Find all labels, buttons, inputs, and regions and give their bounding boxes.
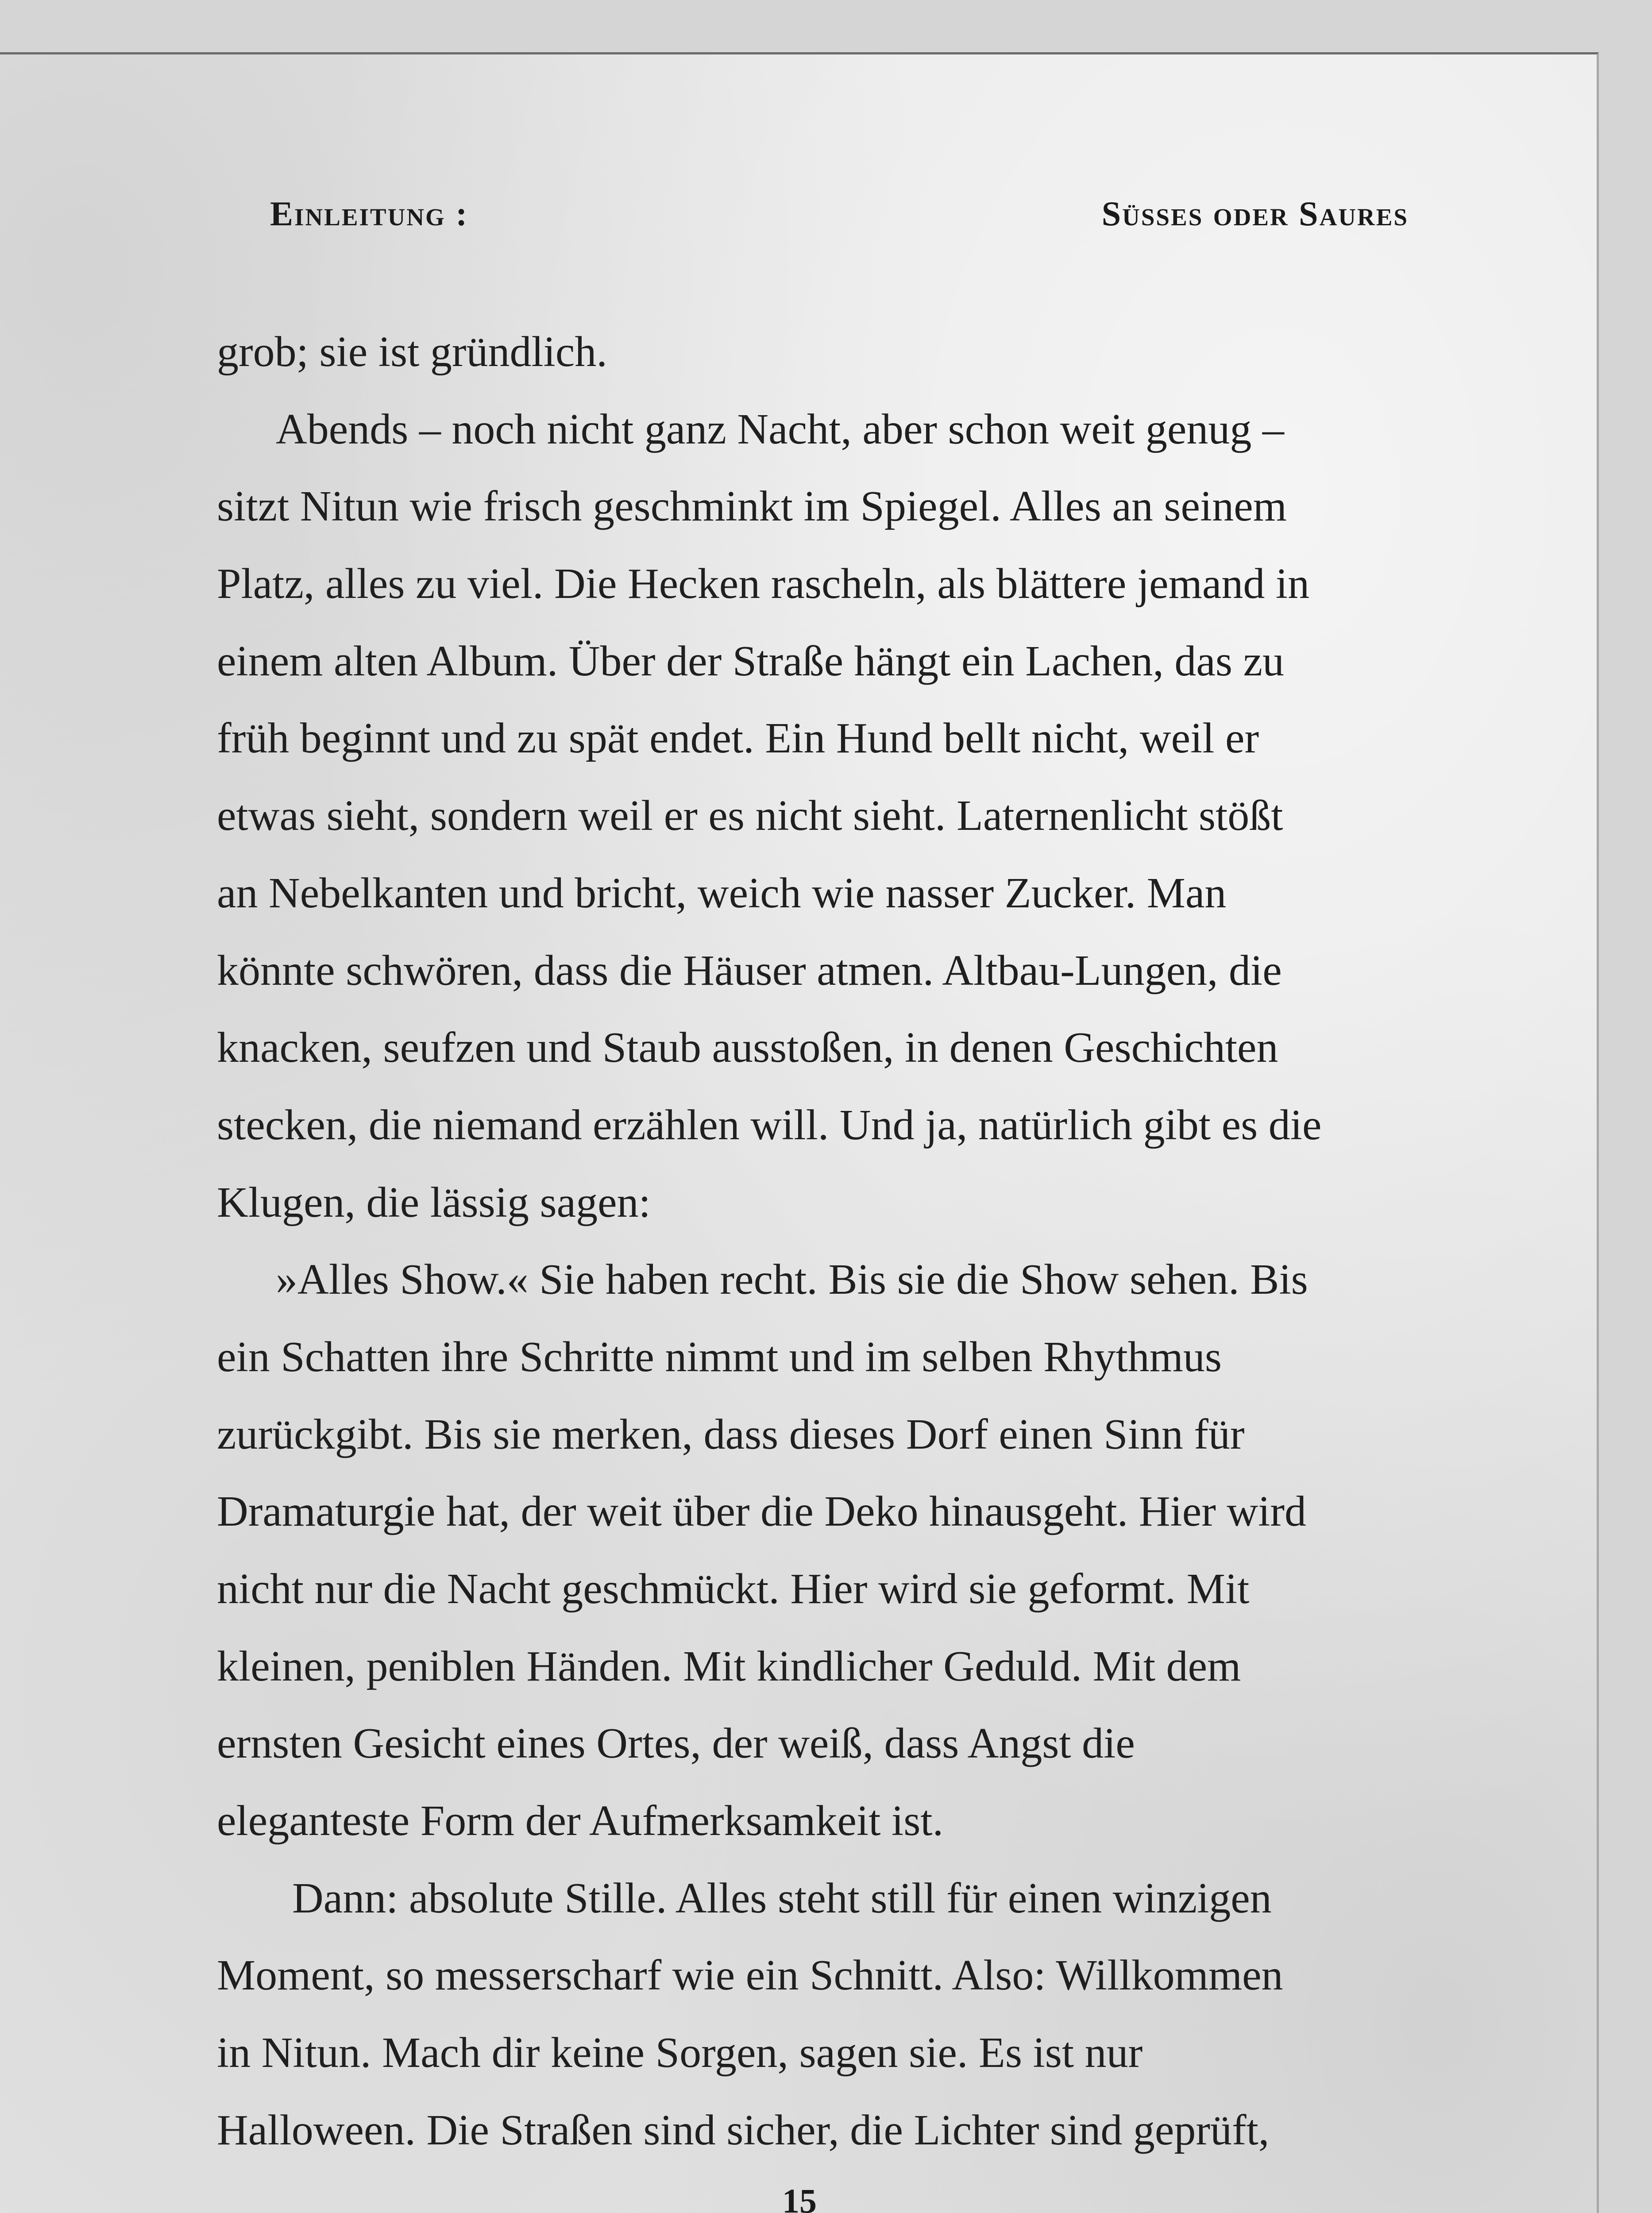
text-line: etwas sieht, sondern weil er es nicht sieht. Laternenlicht stößt xyxy=(217,792,1283,840)
text-line: in Nitun. Mach dir keine Sorgen, sagen sie. Es ist nur xyxy=(217,2029,1143,2077)
text-line: könnte schwören, dass die Häuser atmen. Altbau-Lungen, die xyxy=(217,946,1282,995)
running-head-chapter: Einleitung : xyxy=(270,194,469,233)
page-number: 15 xyxy=(782,2182,817,2213)
text-line: Platz, alles zu viel. Die Hecken rascheln, als blättere jemand in xyxy=(217,560,1310,608)
running-head-title: Süsses oder Saures xyxy=(1101,194,1409,233)
text-line: einem alten Album. Über der Straße hängt ein Lachen, das zu xyxy=(217,637,1285,685)
text-line: Abends – noch nicht ganz Nacht, aber schon weit genug – xyxy=(276,405,1284,453)
text-line: ernsten Gesicht eines Ortes, der weiß, dass Angst die xyxy=(217,1720,1135,1768)
body-text xyxy=(217,313,1474,2169)
text-line: früh beginnt und zu spät endet. Ein Hund bellt nicht, weil er xyxy=(217,714,1259,763)
text-line: Klugen, die lässig sagen: xyxy=(217,1178,651,1226)
running-head xyxy=(270,194,1409,243)
text-line: knacken, seufzen und Staub ausstoßen, in denen Geschichten xyxy=(217,1024,1278,1072)
text-line: Moment, so messerscharf wie ein Schnitt. Also: Willkommen xyxy=(217,1951,1283,2000)
text-line: an Nebelkanten und bricht, weich wie nasser Zucker. Man xyxy=(217,869,1227,917)
text-line: Dramaturgie hat, der weit über die Deko hinausgeht. Hier wird xyxy=(217,1488,1307,1536)
book-page xyxy=(0,52,1599,2213)
text-line: grob; sie ist gründlich. xyxy=(217,328,607,376)
text-line: eleganteste Form der Aufmerksamkeit ist. xyxy=(217,1797,944,1845)
text-line: zurückgibt. Bis sie merken, dass dieses Dorf einen Sinn für xyxy=(217,1410,1245,1458)
text-line: Dann: absolute Stille. Alles steht still für einen winzigen xyxy=(292,1874,1272,1922)
text-line: »Alles Show.« Sie haben recht. Bis sie die Show sehen. Bis xyxy=(276,1256,1308,1304)
text-line: Halloween. Die Straßen sind sicher, die Lichter sind geprüft, xyxy=(217,2106,1270,2154)
text-line: stecken, die niemand erzählen will. Und ja, natürlich gibt es die xyxy=(217,1101,1322,1149)
text-line: sitzt Nitun wie frisch geschminkt im Spiegel. Alles an seinem xyxy=(217,482,1287,531)
text-line: kleinen, peniblen Händen. Mit kindlicher Geduld. Mit dem xyxy=(217,1642,1241,1690)
text-line: nicht nur die Nacht geschmückt. Hier wird sie geformt. Mit xyxy=(217,1565,1250,1613)
text-line: ein Schatten ihre Schritte nimmt und im selben Rhythmus xyxy=(217,1333,1222,1381)
